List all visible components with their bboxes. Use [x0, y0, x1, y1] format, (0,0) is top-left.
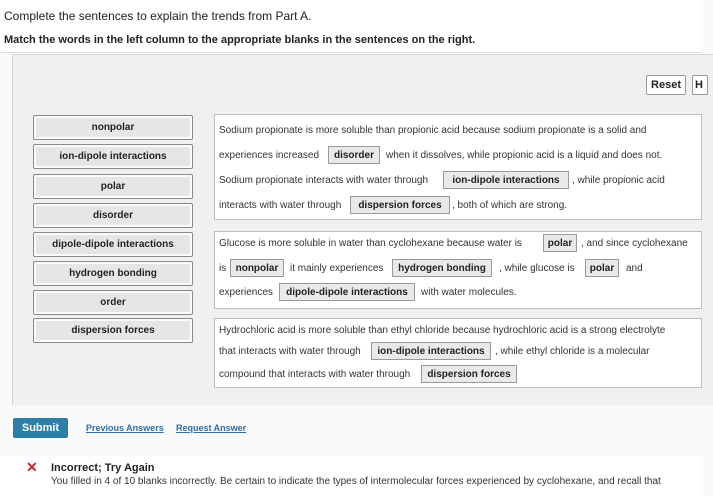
word-tile[interactable]: dispersion forces: [33, 318, 193, 343]
answer-blank[interactable]: ion-dipole interactions: [443, 171, 569, 189]
word-tile[interactable]: polar: [33, 174, 193, 199]
sentence-text: , both of which are strong.: [452, 200, 568, 211]
submit-button[interactable]: Submit: [13, 418, 68, 438]
word-tile[interactable]: nonpolar: [33, 115, 193, 140]
sentence-text: when it dissolves, while propionic acid is a liquid and does not.: [386, 150, 663, 161]
previous-answers-link[interactable]: Previous Answers: [86, 423, 164, 433]
sentence-text: Hydrochloric acid is more soluble than ethyl chloride because hydrochloric acid is a strong electrolyte: [219, 325, 666, 336]
answer-blank[interactable]: polar: [585, 259, 619, 277]
answer-blank[interactable]: dispersion forces: [350, 196, 450, 214]
sentence-text: Sodium propionate interacts with water through: [219, 175, 429, 186]
incorrect-icon: ✕: [26, 459, 38, 475]
answer-blank[interactable]: disorder: [328, 146, 380, 164]
sentence-text: it mainly experiences: [290, 263, 384, 274]
sentence-text: compound that interacts with water through: [219, 369, 411, 380]
word-tile[interactable]: hydrogen bonding: [33, 261, 193, 286]
answer-blank[interactable]: dipole-dipole interactions: [279, 283, 415, 301]
answer-blank[interactable]: dispersion forces: [421, 365, 517, 383]
sentence-text: is: [219, 263, 227, 274]
word-tile[interactable]: order: [33, 290, 193, 315]
sentence-text: experiences: [219, 287, 273, 298]
answer-blank[interactable]: hydrogen bonding: [392, 259, 492, 277]
sentence-text: Glucose is more soluble in water than cyclohexane because water is: [219, 238, 522, 249]
sentence-text: , while glucose is: [499, 263, 575, 274]
sentence-text: , while propionic acid: [572, 175, 665, 186]
question-title: Complete the sentences to explain the trends from Part A.: [4, 9, 312, 23]
sentence-text: , and since cyclohexane: [581, 238, 688, 249]
help-button[interactable]: H: [692, 75, 708, 95]
sentence-text: with water molecules.: [421, 287, 517, 298]
feedback-title: Incorrect; Try Again: [51, 462, 155, 474]
sentence-text: and: [626, 263, 643, 274]
answer-blank[interactable]: nonpolar: [230, 259, 284, 277]
sentence-text: interacts with water through: [219, 200, 342, 211]
question-instruction: Match the words in the left column to the appropriate blanks in the sentences on the right.: [4, 34, 476, 46]
question-header: [0, 0, 700, 53]
reset-button[interactable]: Reset: [646, 75, 686, 95]
sentence-text: Sodium propionate is more soluble than propionic acid because sodium propionate is a solid and: [219, 125, 647, 136]
answer-blank[interactable]: polar: [543, 234, 577, 252]
sentence-text: , while ethyl chloride is a molecular: [495, 346, 650, 357]
sentence-text: that interacts with water through: [219, 346, 361, 357]
feedback-text: You filled in 4 of 10 blanks incorrectly. Be certain to indicate the types of intermolecular forces experienced by cyclohexane, and recall that: [51, 476, 661, 487]
sentence-text: experiences increased: [219, 150, 320, 161]
request-answer-link[interactable]: Request Answer: [176, 423, 247, 433]
answer-blank[interactable]: ion-dipole interactions: [371, 342, 491, 360]
word-tile[interactable]: disorder: [33, 203, 193, 228]
word-tile[interactable]: ion-dipole interactions: [33, 144, 193, 169]
word-tile[interactable]: dipole-dipole interactions: [33, 232, 193, 257]
